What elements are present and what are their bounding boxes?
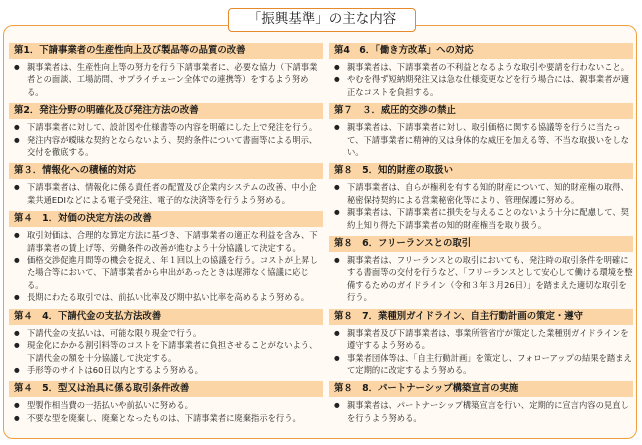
- bullet-item: ● 価格交渉促進月間等の機会を捉え、年１回以上の協議を行う。コストが上昇した場合等において、下請事業者から申出があったときは遅滞なく協議に応じる。: [9, 254, 323, 291]
- section-pricing: [9, 211, 323, 304]
- section-freelance: [329, 236, 633, 305]
- section-heading: 第３．情報化への積極的対応: [9, 163, 323, 179]
- bullet-list: [9, 119, 323, 159]
- page-title: 「振興基準」の主な内容: [228, 8, 416, 32]
- section-heading: 第1．下請事業者の生産性向上及び製品等の品質の改善: [9, 43, 323, 59]
- bullet-item: ● 事業者団体等は、「自主行動計画」を策定し、フォローアップの結果を踏まえて定期的に改定するよう努める。: [329, 352, 633, 377]
- bullet-list: [9, 179, 323, 207]
- bullet-item: ● 取引対価は、合理的な算定方法に基づき、下請事業者の適正な利益を含み、下請事業者の賃上げ等、労働条件の改善が進むよう十分協議して決定する。: [9, 229, 323, 254]
- section-heading: 第４ 1．対価の決定方法の改善: [9, 211, 323, 227]
- bullet-item: ● 親事業者は、下請事業者の不利益となるような取引や要請を行わないこと。: [329, 61, 633, 73]
- section-heading: 第４ 4．下請代金の支払方法改善: [9, 309, 323, 325]
- bullet-list: [329, 59, 633, 99]
- section-heading: 第７ ３．威圧的交渉の禁止: [329, 103, 633, 119]
- section-coercion-ban: [329, 103, 633, 159]
- bullet-item: ● 現金化にかかる割引料等のコストを下請事業者に負担させることがないよう、下請代金の額を十分協議して決定する。: [9, 339, 323, 364]
- section-work-style-reform: [329, 43, 633, 99]
- bullet-list: [9, 325, 323, 378]
- section-heading: 第４ 5．型又は治具に係る取引条件改善: [9, 381, 323, 397]
- bullet-item: ● 親事業者は、フリーランスとの取引においても、発注時の取引条件を明確にする書面等の交付を行うなど、「フリーランスとして安心して働ける環境を整備するためのガイドライン（令和３年３月26日）」を踏まえた適切な取引を行う。: [329, 254, 633, 304]
- bullet-list: [329, 179, 633, 232]
- bullet-item: ● 親事業者は、下請事業者に対し、取引価格に関する協議等を行うに当たって、下請事業者に精神的又は身体的な威圧を加える等、不当な取扱いをしない。: [329, 121, 633, 158]
- section-heading: 第８ 8．パートナーシップ構築宣言の実施: [329, 381, 633, 397]
- bullet-item: ● 発注内容が曖昧な契約とならないよう、契約条件について書面等による明示、交付を徹底する。: [9, 134, 323, 159]
- left-column: [9, 43, 323, 429]
- bullet-item: ● 親事業者及び下請事業者は、事業所管省庁が策定した業種別ガイドラインを遵守するよう努める。: [329, 327, 633, 352]
- section-payment: [9, 309, 323, 378]
- section-heading: 第2．発注分野の明確化及び発注方法の改善: [9, 103, 323, 119]
- bullet-item: ● やむを得ず短納期発注又は急な仕様変更などを行う場合には、親事業者が適正なコストを負担する。: [329, 73, 633, 98]
- bullet-list: [9, 59, 323, 99]
- bullet-item: ● 下請事業者に対して、設計図や仕様書等の内容を明確にした上で発注を行う。: [9, 121, 323, 133]
- section-ordering: [9, 103, 323, 159]
- bullet-list: [329, 325, 633, 378]
- bullet-item: ● 親事業者は、パートナーシップ構築宣言を行い、定期的に宣言内容の見直しを行うよう努める。: [329, 399, 633, 424]
- bullet-item: ● 下請事業者は、自らが権利を有する知的財産について、知的財産権の取得、秘密保持契約による営業秘密化等により、管理保護に努める。: [329, 181, 633, 206]
- section-molds: [9, 381, 323, 425]
- bullet-list: [329, 119, 633, 159]
- bullet-item: ● 手形等のサイトは60日以内とするよう努める。: [9, 364, 323, 376]
- bullet-item: ● 親事業者は、下請事業者に損失を与えることのないよう十分に配慮して、契約上知り得た下請事業者の知的財産権当を取り扱う。: [329, 206, 633, 231]
- bullet-item: ● 親事業者は、生産性向上等の努力を行う下請事業者に、必要な協力（下請事業者との面談、工場訪問、サプライチェーン全体での連携等）をするよう努める。: [9, 61, 323, 98]
- bullet-list: [329, 397, 633, 425]
- right-column: [329, 43, 633, 429]
- bullet-item: ● 下請代金の支払いは、可能な限り現金で行う。: [9, 327, 323, 339]
- bullet-item: ● 下請事業者は、情報化に係る責任者の配置及び企業内システムの改善、中小企業共通EDIなどによる電子受発注、電子的な決済等を行うよう努める。: [9, 181, 323, 206]
- section-productivity: [9, 43, 323, 99]
- section-partnership-declaration: [329, 381, 633, 425]
- section-digitalization: [9, 163, 323, 207]
- bullet-list: [9, 227, 323, 304]
- section-heading: 第８ 7．業種別ガイドライン、自主行動計画の策定・遵守: [329, 309, 633, 325]
- section-guidelines: [329, 309, 633, 378]
- bullet-item: ● 長期にわたる取引では、前払い比率及び期中払い比率を高めるよう努める。: [9, 291, 323, 303]
- bullet-list: [9, 397, 323, 425]
- bullet-list: [329, 252, 633, 305]
- section-heading: 第８ 6．フリーランスとの取引: [329, 236, 633, 252]
- section-heading: 第4 6．「働き方改革」への対応: [329, 43, 633, 59]
- section-heading: 第８ 5．知的財産の取扱い: [329, 163, 633, 179]
- section-intellectual-property: [329, 163, 633, 232]
- bullet-item: ● 型製作相当費の一括払いや前払いに努める。: [9, 399, 323, 411]
- bullet-item: ● 不要な型を廃棄し、廃棄となったものは、下請事業者に廃棄指示を行う。: [9, 412, 323, 424]
